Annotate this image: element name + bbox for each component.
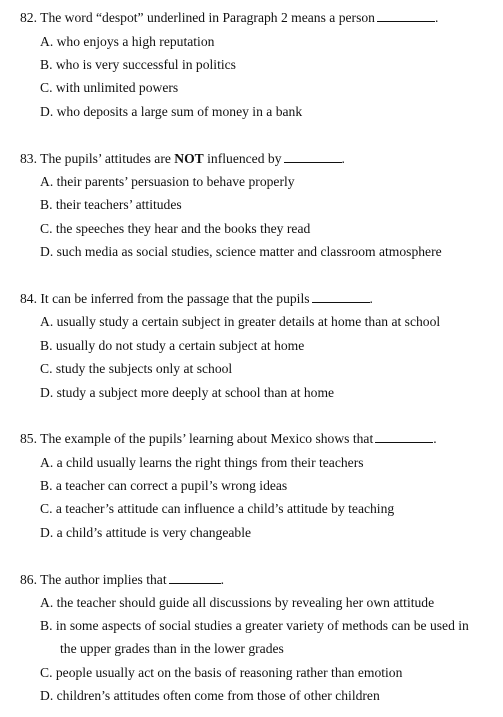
option-84-b: B. usually do not study a certain subject at home — [40, 338, 305, 353]
period: . — [369, 291, 373, 306]
answer-blank-84 — [312, 291, 370, 303]
question-83-text-post: influenced by — [203, 151, 282, 166]
option-83-b: B. their teachers’ attitudes — [40, 197, 182, 212]
option-84-a: A. usually study a certain subject in greater details at home than at school — [40, 314, 441, 329]
question-82-stem — [20, 9, 438, 27]
option-82-b: B. who is very successful in politics — [40, 57, 236, 72]
option-86-c: C. people usually act on the basis of reasoning rather than emotion — [40, 665, 403, 680]
period: . — [220, 572, 225, 587]
option-82-a: A. who enjoys a high reputation — [40, 34, 215, 49]
option-83-a: A. their parents’ persuasion to behave properly — [40, 174, 295, 189]
question-84-stem — [20, 290, 373, 308]
answer-blank-83 — [284, 151, 342, 163]
option-85-a: A. a child usually learns the right things from their teachers — [40, 455, 364, 470]
option-85-b: B. a teacher can correct a pupil’s wrong ideas — [40, 478, 288, 493]
option-82-c: C. with unlimited powers — [40, 80, 179, 95]
question-83-text-pre: 83. The pupils’ attitudes are — [20, 151, 175, 166]
question-85-text: 85. The example of the pupils’ learning about Mexico shows that — [20, 431, 374, 446]
answer-blank-86 — [169, 572, 221, 584]
question-86-text: 86. The author implies that — [20, 572, 167, 587]
question-82-text: 82. The word “despot” underlined in Paragraph 2 means a person — [20, 10, 375, 25]
option-82-d: D. who deposits a large sum of money in a bank — [40, 104, 303, 119]
period: . — [433, 431, 437, 446]
option-84-c: C. study the subjects only at school — [40, 361, 233, 376]
question-84-text: 84. It can be inferred from the passage that the pupils — [20, 291, 310, 306]
answer-blank-85 — [375, 431, 433, 443]
option-86-d: D. children’s attitudes often come from those of other children — [40, 688, 380, 703]
question-85-stem — [20, 430, 437, 448]
period: . — [434, 10, 439, 25]
question-86-stem — [20, 571, 224, 589]
option-86-a: A. the teacher should guide all discussions by revealing her own attitude — [40, 595, 435, 610]
option-85-c: C. a teacher’s attitude can influence a child’s attitude by teaching — [40, 501, 395, 516]
answer-blank-82 — [377, 10, 435, 22]
option-86-b-continued: the upper grades than in the lower grades — [60, 641, 284, 656]
question-83-stem — [20, 150, 345, 168]
option-83-d: D. such media as social studies, science matter and classroom atmosphere — [40, 244, 442, 259]
period: . — [341, 151, 345, 166]
option-83-c: C. the speeches they hear and the books they read — [40, 221, 311, 236]
question-83-text-bold: NOT — [174, 151, 204, 166]
option-85-d: D. a child’s attitude is very changeable — [40, 525, 252, 540]
option-84-d: D. study a subject more deeply at school than at home — [40, 385, 335, 400]
option-86-b: B. in some aspects of social studies a greater variety of methods can be used in — [40, 618, 469, 633]
